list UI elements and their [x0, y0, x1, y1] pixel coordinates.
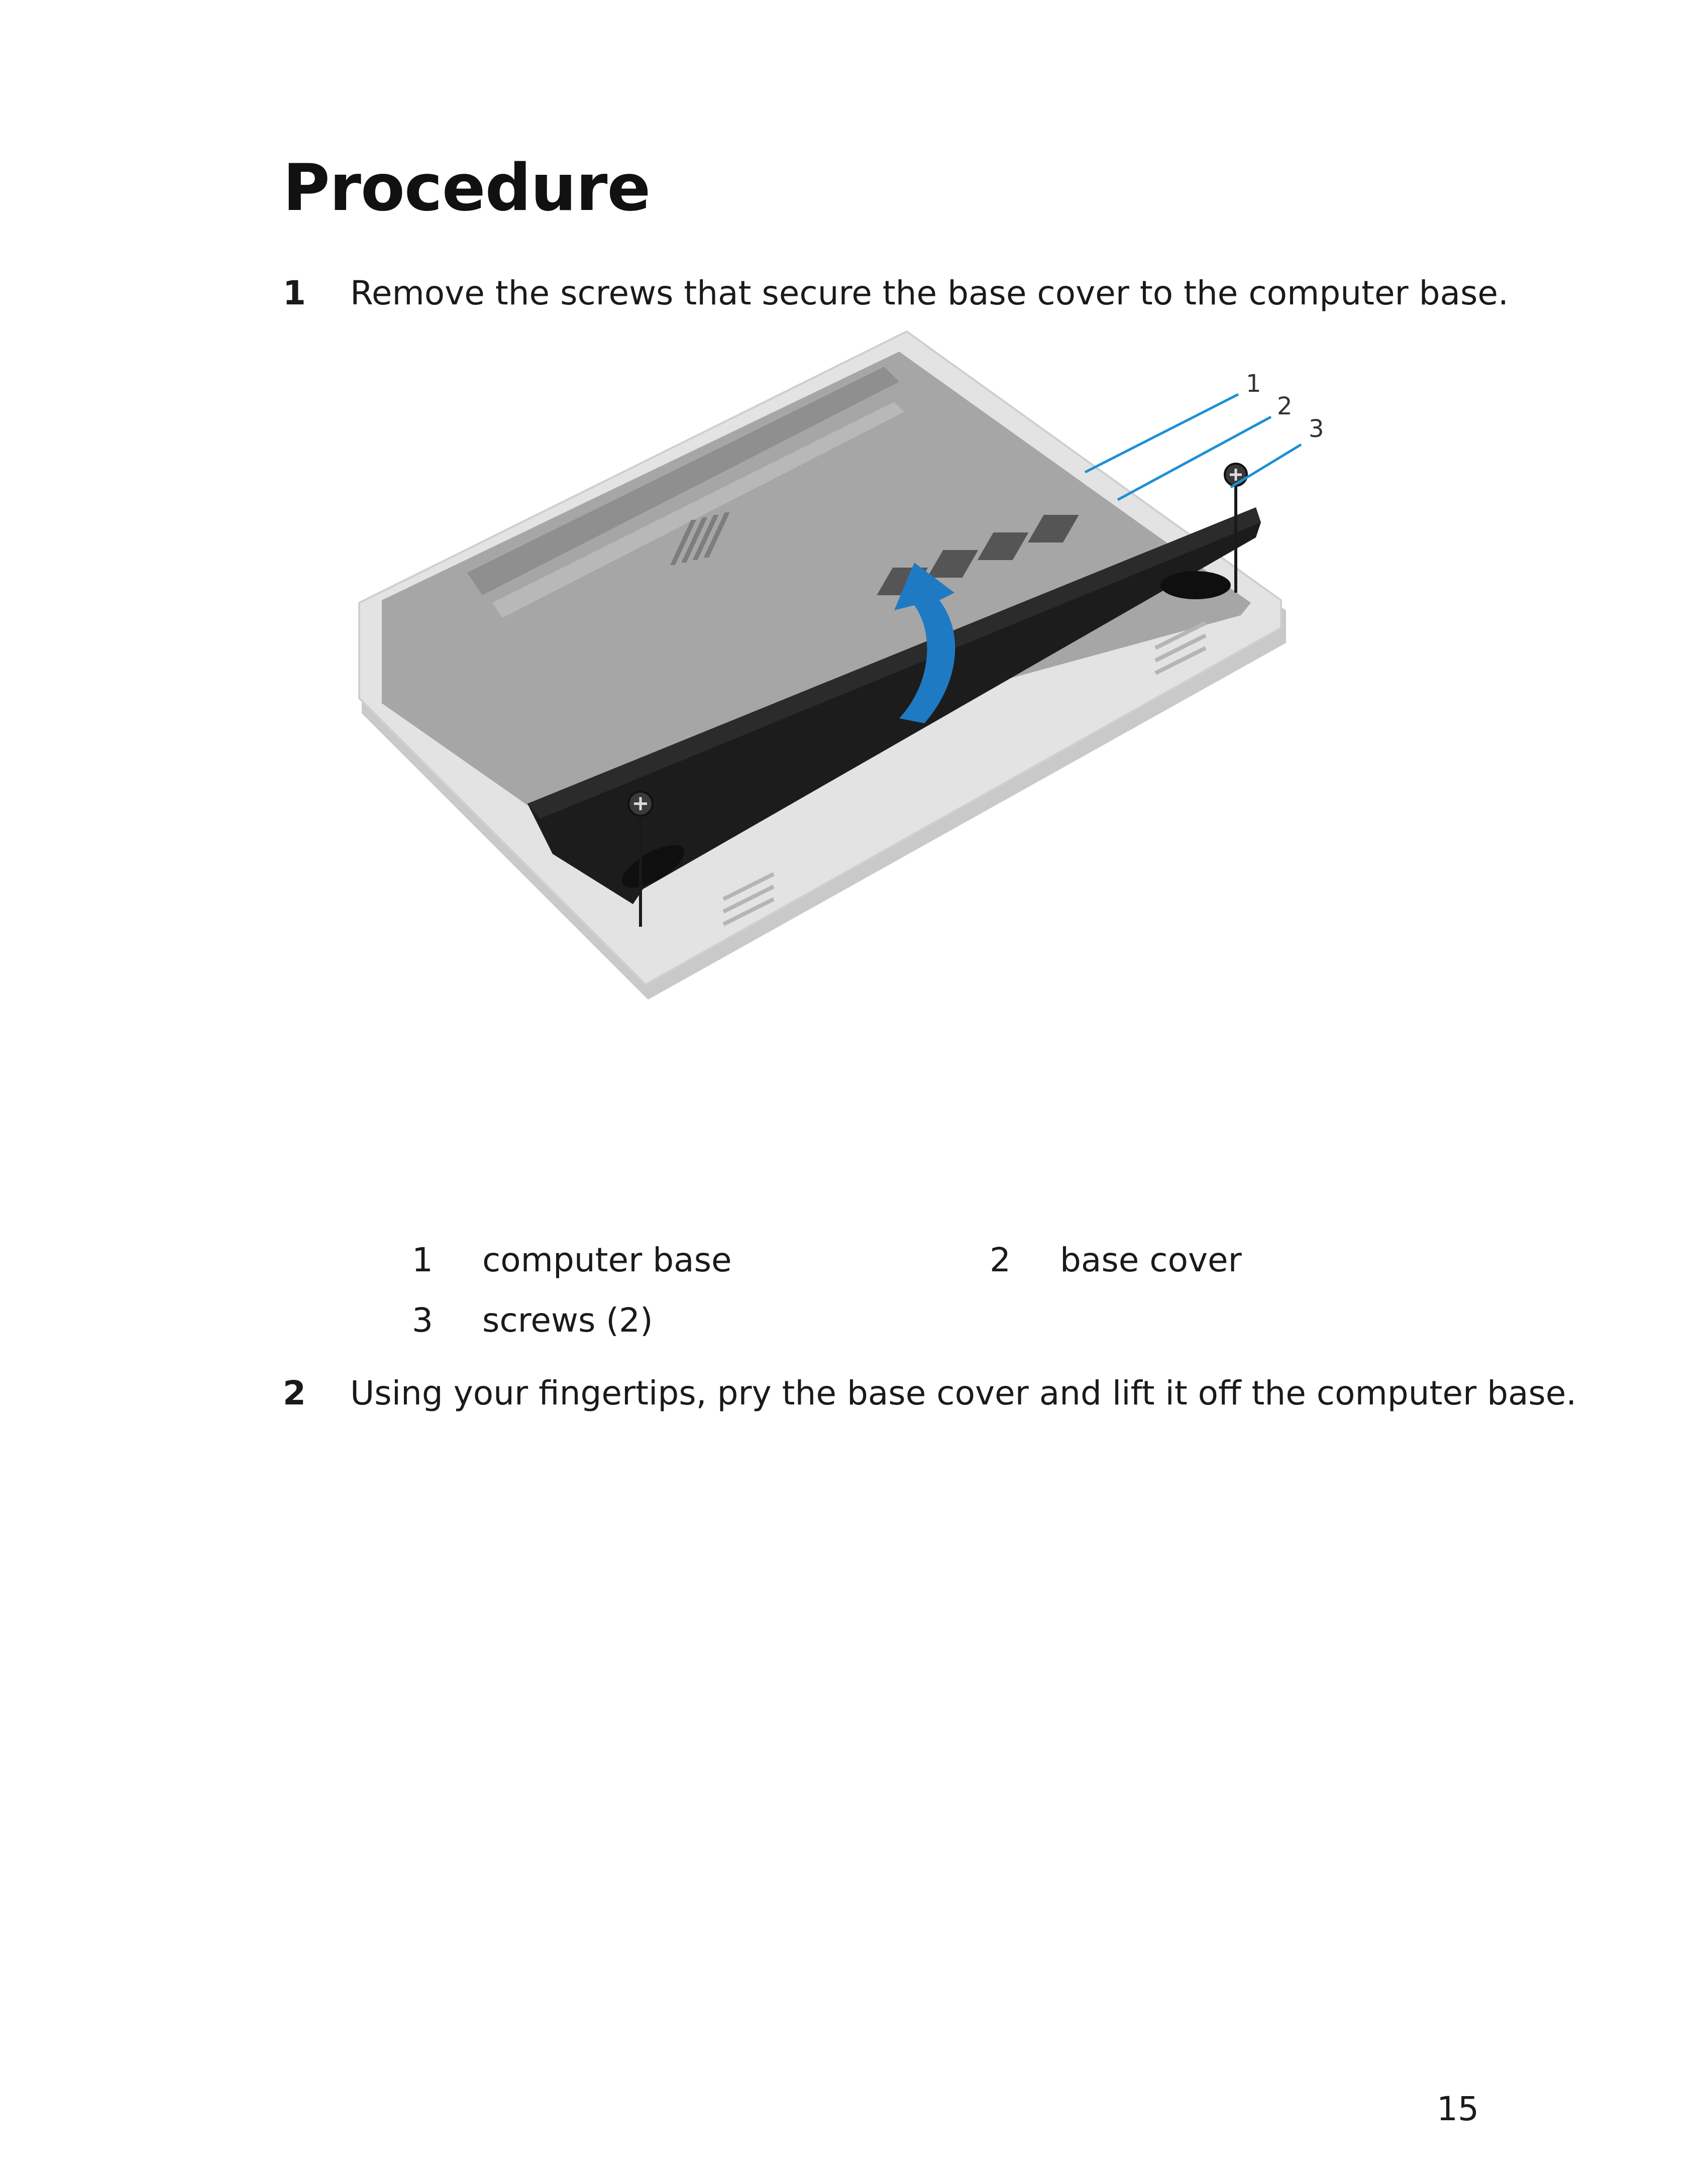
- page-title: Procedure: [283, 151, 651, 226]
- step-text: Remove the screws that secure the base cover to the computer base.: [350, 274, 1509, 312]
- legend-number: 2: [990, 1241, 1011, 1279]
- legend-label: computer base: [482, 1241, 732, 1279]
- laptop-base-cover-illustration: [342, 321, 1376, 1025]
- legend-label: screws (2): [482, 1301, 653, 1340]
- step-text: Using your fingertips, pry the base cover and lift it off the computer base.: [350, 1374, 1577, 1412]
- step-number: 2: [283, 1374, 306, 1412]
- step-number: 1: [283, 274, 306, 312]
- rubber-foot: [1160, 571, 1231, 599]
- callout-number-1: 1: [1246, 370, 1261, 398]
- legend-number: 3: [412, 1301, 433, 1340]
- callout-number-2: 2: [1277, 392, 1293, 420]
- callout-line-2: [1118, 417, 1271, 500]
- callout-number-3: 3: [1309, 415, 1324, 443]
- callout-line-1: [1085, 394, 1238, 472]
- legend-number: 1: [412, 1241, 433, 1279]
- legend-label: base cover: [1060, 1241, 1242, 1279]
- page-number: 15: [1437, 2090, 1479, 2128]
